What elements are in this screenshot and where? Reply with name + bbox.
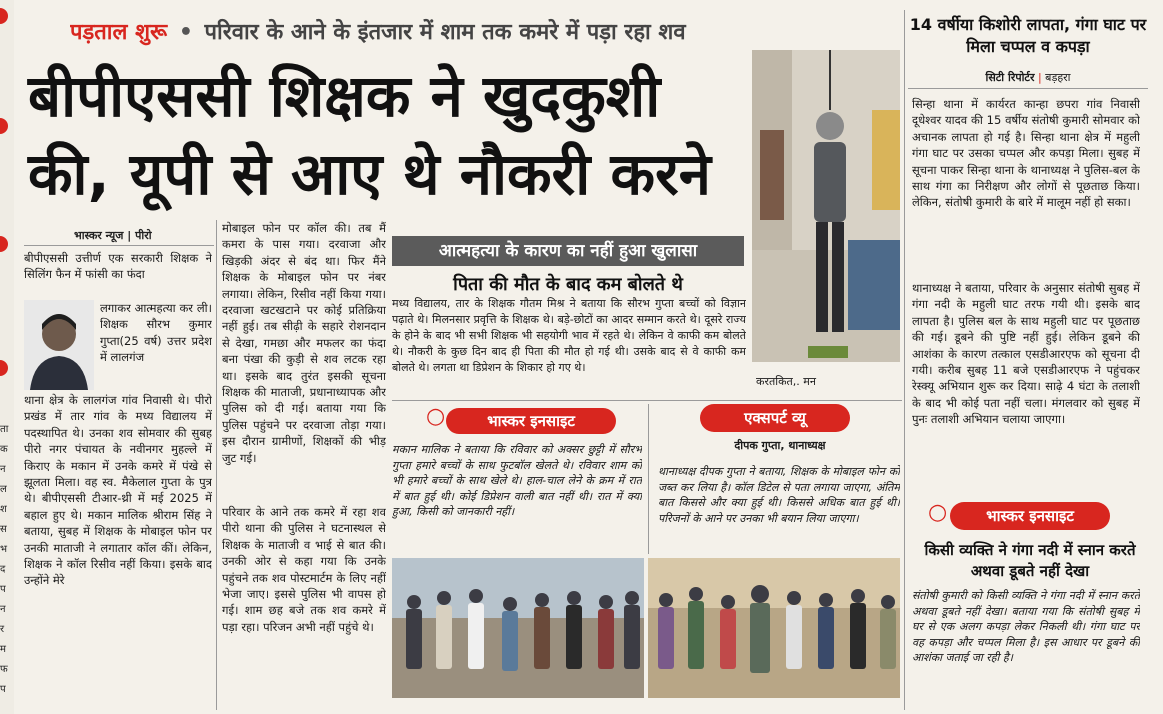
headline-line-2: की, यूपी से आए थे नौकरी करने bbox=[28, 140, 711, 208]
divider bbox=[392, 400, 902, 401]
left-edge-text: ता क न ल श स भ द प न र म फ प bbox=[0, 424, 9, 695]
divider bbox=[908, 88, 1148, 89]
insight-1-label: भास्कर इनसाइट bbox=[446, 408, 616, 434]
photo-caption: करतकित,. मन bbox=[756, 375, 816, 388]
kicker-text: परिवार के आने के इंतजार में शाम तक कमरे में पड़ा रहा शव bbox=[204, 20, 686, 45]
side-headline: 14 वर्षीया किशोरी लापता, गंगा घाट पर मिला चप्पल व कपड़ा bbox=[909, 15, 1147, 56]
cause-box-subtitle: पिता की मौत के बाद कम बोलते थे bbox=[453, 274, 683, 295]
bulb-icon: ○ bbox=[928, 500, 948, 525]
side-story-text-b: थानाध्यक्ष ने बताया, परिवार के अनुसार संतोषी सुबह में गंगा नदी के महुली घाट तरफ गयी थी। इसके बाद लापता है। पुलिस बल के साथ महुली घाट पर पूछताछ की गई। डूबने की पुष्टि नहीं हुई। लेकिन डूबने की आशंका के कारण तत्काल एसडीआरएफ को सूचना दी गयी। करीब सुबह 11 बजे एसडीआरएफ ने पहुंचकर रेस्क्यू अभियान शुरू कर दिया। साढ़े 4 घंटा के तलाशी के बाद भी कोई पता नहीं चला। मंगलवार को सुबह में पुनः तलाशी अभियान चलाया जाएगा। bbox=[912, 281, 1140, 427]
insight-2-text: संतोषी कुमारी को किसी व्यक्ति ने गंगा नदी में स्नान करते अथवा डूबते नहीं देखा। बताया गया कि संतोषी सुबह में घर से एक अलग कपड़ा लेकर निकली थी। गंगा घाट पर वह कपड़ा और चप्पल मिला है। इस आधार पर डूबने की आशंका जताई जा रही है। bbox=[912, 589, 1140, 664]
divider bbox=[24, 245, 214, 246]
crowd-photo-left bbox=[392, 558, 644, 698]
crowd-photo-right bbox=[648, 558, 900, 698]
expert-name: दीपक गुप्ता, थानाध्यक्ष bbox=[734, 439, 826, 452]
teacher-portrait bbox=[24, 300, 94, 390]
portrait-illustration bbox=[24, 300, 94, 390]
main-byline: भास्कर न्यूज | पीरो bbox=[74, 229, 152, 242]
cause-box-title: आत्महत्या के कारण का नहीं हुआ खुलासा bbox=[392, 236, 744, 266]
insight-1-text: मकान मालिक ने बताया कि रविवार को अक्सर छुट्टी में सौरभ गुप्ता हमारे बच्चों के साथ फुटबॉल खेलते थे। रविवार शाम को भी हमारे बच्चों के साथ खेले थे। हाल-चाल लेने के क्रम में रात में बात हुई थी। कोई डिप्रेशन वाली बात नहीं थी। रात में क्या हुआ, किसी को जानकारी नहीं। bbox=[392, 443, 642, 518]
col1-intro: बीपीएससी उत्तीर्ण एक सरकारी शिक्षक ने सिलिंग फैन में फांसी का फंदा bbox=[24, 251, 212, 282]
expert-view-label: एक्सपर्ट व्यू bbox=[700, 404, 850, 432]
column-divider bbox=[904, 10, 905, 710]
side-byline-reporter: सिटी रिपोर्टर bbox=[985, 71, 1035, 84]
col1-wrap-text: लगाकर आत्महत्या कर ली। शिक्षक सौरभ कुमार गुप्ता(25 वर्ष) उत्तर प्रदेश में लालगंज bbox=[100, 301, 212, 365]
side-byline-place: बड़हरा bbox=[1045, 71, 1071, 84]
bulb-icon: ○ bbox=[426, 404, 446, 429]
photo-illustration bbox=[752, 50, 900, 362]
crowd-illustration-left bbox=[392, 558, 644, 698]
news-photo-room bbox=[752, 50, 900, 362]
col1-text: थाना क्षेत्र के लालगंज गांव निवासी थे। पीरो प्रखंड में तार गांव के मध्य विद्यालय में पदस्थापित थे। उनका शव सोमवार की सुबह पीरो नगर पंचायत के नवीनगर मुहल्ले में किराए के मकान में उनके कमरे में पंखे से झूलता मिला। वह स्व. मैकेलाल गुप्ता के पुत्र थे। बीपीएससी टीआर-थ्री में मई 2025 में बहाल हुए थे। मकान मालिक श्रीराम सिंह ने बताया, सुबह में शिक्षक के मोबाइल फोन पर उनकी माताजी ने लगातार कॉल कीं। लेकिन, शिक्षक ने कॉल रिसीव नहीं किया। इसके बाद उन्होंने मेरे bbox=[24, 393, 212, 588]
col2-text-b: परिवार के आने तक कमरे में रहा शव पीरो थाना की पुलिस ने घटनास्थल से शिक्षक के माताजी व भाई से बात की। उनकी ओर से कहा गया कि उनके पहुंचने तक शव पोस्टमार्टम के लिए नहीं भेजा जाए। इससे पुलिस भी वापस हो गई। शाम छह बजे तक शव कमरे में पड़ा रहा। परिजन अभी नहीं पहुंचे थे। bbox=[222, 505, 386, 634]
kicker-label: पड़ताल शुरू bbox=[70, 20, 168, 45]
insight-2-heading: किसी व्यक्ति ने गंगा नदी में स्नान करते अथवा डूबते नहीं देखा bbox=[924, 541, 1136, 580]
side-story-text: सिन्हा थाना में कार्यरत कान्हा छपरा गांव निवासी दूधेश्वर यादव की 15 वर्षीय संतोषी कुमारी सोमवार को अचानक लापता हो गई है। सिन्हा थाना क्षेत्र में महुली गंगा घाट पर उसका चप्पल और कपड़ा मिला। सुबह में सूचना पाकर सिन्हा थाना के थानाध्यक्ष ने पुलिस-बल के साथ गंगा का निरीक्षण और लोगों से पूछताछ किया। लेकिन, संतोषी कुमारी के बारे में मालूम नहीं हो सका। bbox=[912, 97, 1140, 210]
kicker-separator: • bbox=[178, 20, 193, 45]
kicker-line bbox=[70, 16, 890, 50]
side-byline: सिटी रिपोर्टर | बड़हरा bbox=[985, 71, 1071, 84]
crowd-illustration-right bbox=[648, 558, 900, 698]
column-divider bbox=[648, 404, 649, 554]
headline-line-1: बीपीएससी शिक्षक ने खुदकुशी bbox=[28, 62, 661, 130]
insight-2-label: भास्कर इनसाइट bbox=[950, 502, 1110, 530]
col2-text: मोबाइल फोन पर कॉल की। तब मैं कमरा के पास गया। दरवाजा और खिड़की अंदर से बंद था। फिर मैंने शिक्षक के मोबाइल फोन पर नंबर लगाया। लेकिन, रिसीव नहीं किया गया। दरवाजा खटखटाने पर कोई प्रतिक्रिया नहीं हुई। तब सीढ़ी के सहारे रोशनदान से देखा, गमछा और मफलर का फंदा बना पंखा की कुड़ी से शव लटक रहा था। इसके बाद तुरंत इसकी सूचना शिक्षक की माताजी, प्रधानाध्यापक और पुलिस को दी गई। बताया गया कि पुलिस पहुंचने पर दरवाजा तोड़ा गया। इस दौरान ग्रामीणों, शिक्षकों की भीड़ जुट गई। bbox=[222, 221, 386, 465]
column-divider bbox=[216, 220, 217, 710]
cause-box-text: मध्य विद्यालय, तार के शिक्षक गौतम मिश्र ने बताया कि सौरभ गुप्ता बच्चों को विज्ञान पढ़ाते थे। मिलनसार प्रवृत्ति के शिक्षक थे। बड़े-छोटों का आदर सम्मान करते थे। दूसरे राज्य के होने के बाद भी सभी शिक्षक भी सहयोगी भाव में रहते थे। लेकिन वे काफी कम बोलते थे। नौकरी के कुछ दिन बाद ही पिता की मौत हो गई थी। उसके बाद से वे काफी कम बोलते थे। लगता था डिप्रेशन के शिकार हो गए थे। bbox=[392, 297, 746, 374]
expert-view-text: थानाध्यक्ष दीपक गुप्ता ने बताया, शिक्षक के मोबाइल फोन को जब्त कर लिया है। कॉल डिटेल से पता लगाया जाएगा, अंतिम बात किससे और क्या हुई थी। किससे अधिक बात हुई थी। परिजनों के आने पर उनका भी बयान लिया जाएगा। bbox=[658, 465, 900, 525]
